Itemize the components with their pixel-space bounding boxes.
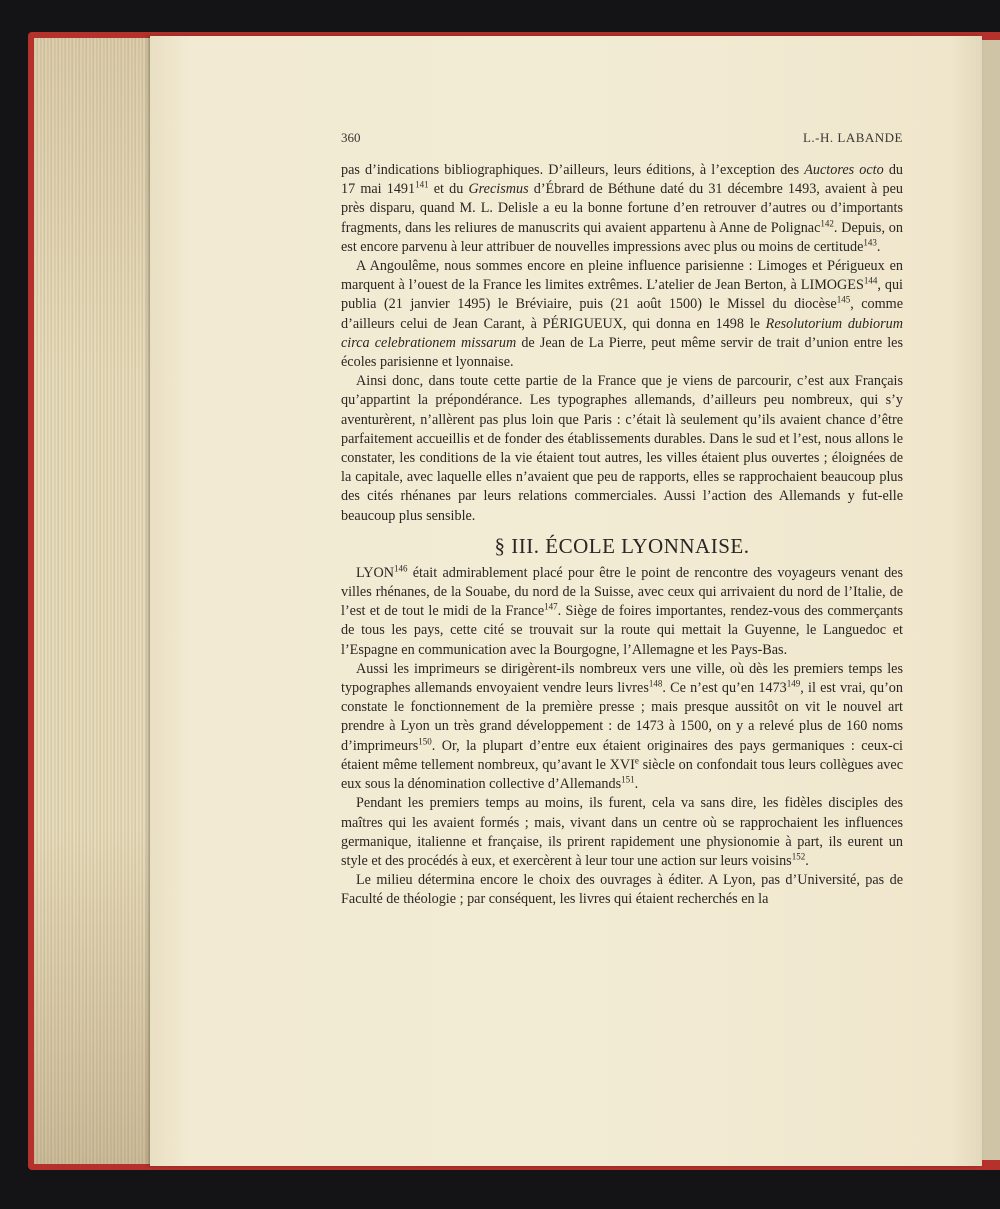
paragraph: Pendant les premiers temps au moins, ils furent, cela va sans dire, les fidèles disciples des maîtres qui les avaient formés ; mais, vivant dans un centre où se rapprochaient les influences germanique, italienne et française, ils prirent rapidement une physionomie à part, ils eurent un style et des procédés à eux, et exercèrent à leur tour une action sur leurs voisins$^{152}$. [341,795,903,869]
section-title: § III. ÉCOLE LYONNAISE. [494,533,750,558]
paragraph: A Angoulême, nous sommes encore en pleine influence parisienne : Limoges et Périgueux en marquent à l’ouest de la France les limites extrêmes. L’atelier de Jean Berton, à LIMOGES$^{144}$, qui publia (21 janvier 1495) le Bréviaire, puis (21 août 1500) le Missel du diocèse$^{145}$, comme d’ailleurs celui de Jean Carant, à PÉRIGUEUX, qui donna en 1498 le Resolutorium dubiorum circa celebrationem missarum de Jean de La Pierre, peut même servir de trait d’union entre les écoles parisienne et lyonnaise. [341,258,903,371]
paragraphs-after-section [341,564,903,910]
paragraph: Aussi les imprimeurs se dirigèrent-ils nombreux vers une ville, où dès les premiers temps les typographes allemands envoyaient vendre leurs livres$^{148}$. Ce n’est qu’en 1473$^{149}$, il est vrai, qu’on constate le fonctionnement de la première presse ; mais presque aussitôt on vit le nouvel art prendre à Lyon un très grand développement : de 1473 à 1500, on y a relevé plus de 160 noms d’imprimeurs$^{150}$. Or, la plupart d’entre eux étaient originaires des pays germaniques : ceux-ci étaient même tellement nombreux, qu’avant le XVIe siècle on confondait tous leurs collègues avec eux sous la dénomination collective d’Allemands$^{151}$. [341,660,903,793]
page-number: 360 [341,130,361,145]
running-head: L.-H. LABANDE [802,130,903,145]
paragraphs-before-section [341,161,903,526]
facing-page-edge [980,40,1000,1160]
page-edges [34,38,164,1164]
paragraph: Le milieu détermina encore le choix des ouvrages à éditer. A Lyon, pas d’Université, pas de Faculté de théologie ; par conséquent, les livres qui étaient recherchés en la [341,872,903,908]
body-text [341,161,903,910]
paragraph: pas d’indications bibliographiques. D’ailleurs, leurs éditions, à l’exception des Auctores octo du 17 mai 1491$^{141}$ et du Grecismus d’Ébrard de Béthune daté du 31 décembre 1493, avaient à peu près disparu, quand M. L. Delisle a eu la bonne fortune d’en retrouver d’autres ou d’importants fragments, dans les reliures de manuscrits qui avaient appartenu à Anne de Polignac$^{142}$. Depuis, on est encore parvenu à leur attribuer de nouvelles impressions avec plus ou moins de certitude$^{143}$. [341,162,904,255]
page-header [341,130,903,148]
paragraph: Ainsi donc, dans toute cette partie de la France que je viens de parcourir, c’est aux Français qu’appartint la prépondérance. Les typographes allemands, d’ailleurs peu nombreux, qui s’y aventurèrent, n’allèrent pas plus loin que Paris : c’était là seulement qu’ils avaient chance d’être parfaitement accueillis et de fonder des établissements durables. Dans le sud et l’est, nous allons le constater, les conditions de la vie étaient tout autres, les villes étaient plus ouvertes ; éloignées de la capitale, avec laquelle elles n’avaient que peu de rapports, elles se rapprochaient beaucoup plus des cités rhénanes par leurs relations commerciales. Aussi l’action des Allemands y fut-elle beaucoup plus sensible. [341,373,903,524]
paragraph: LYON$^{146}$ était admirablement placé pour être le point de rencontre des voyageurs venant des villes rhénanes, de la Souabe, du nord de la Suisse, avec ceux qui arrivaient du nord de l’Italie, de l’est et de tout le midi de la France$^{147}$. Siège de foires importantes, rendez-vous des commerçants de tous les pays, cette cité se trouvait sur la route qui mettait la Guyenne, le Languedoc et l’Espagne en communication avec la Bourgogne, l’Allemagne et les Pays-Bas. [341,563,903,658]
